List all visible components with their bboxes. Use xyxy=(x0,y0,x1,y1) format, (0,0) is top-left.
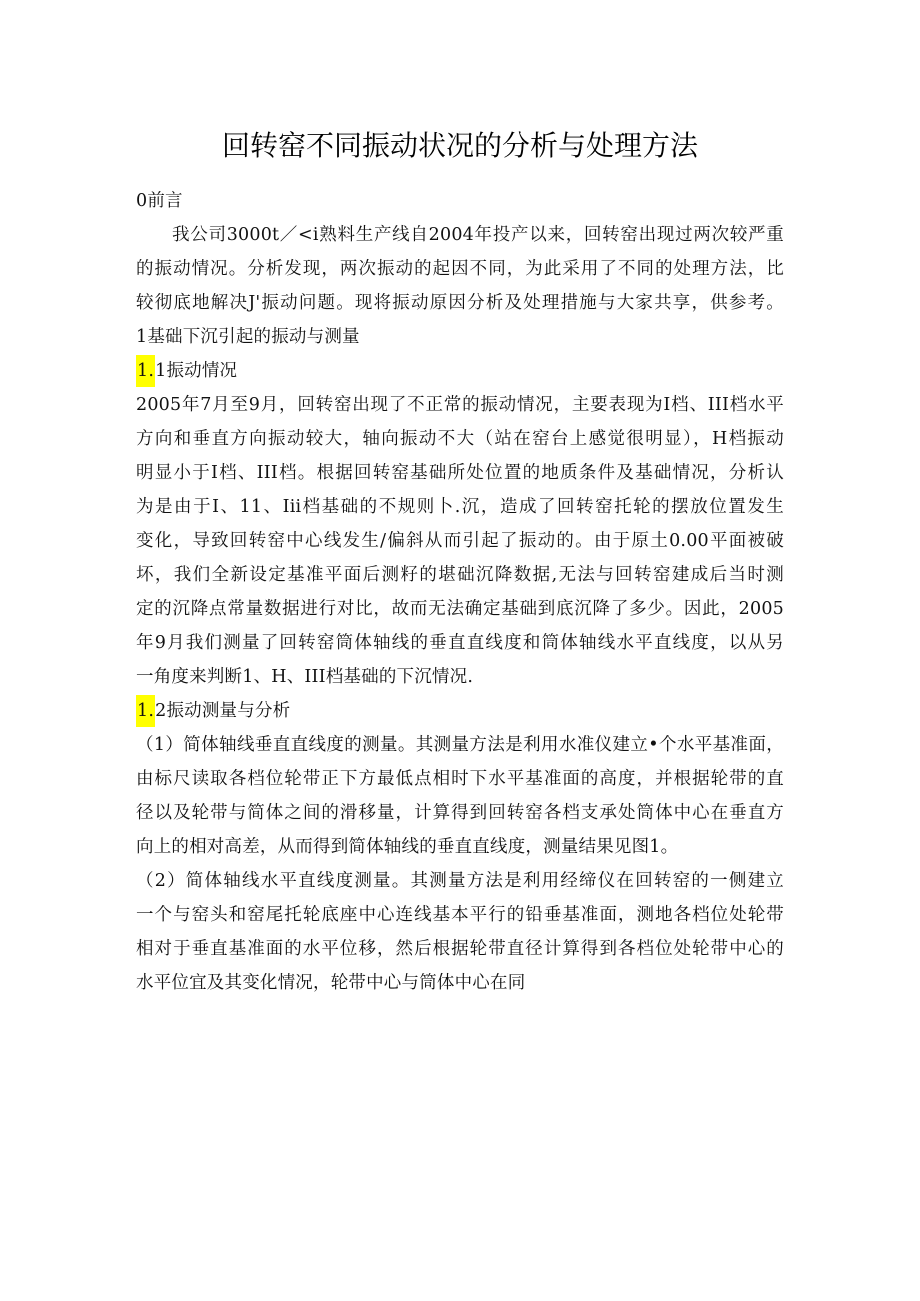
paragraph-line: 2005年7月至9月，回转窑出现了不正常的振动情况，主要表现为I档、III档水平 xyxy=(136,395,784,415)
section-heading-1: 1基础下沉引起的振动与测量 xyxy=(136,327,360,347)
section-heading-1-1 xyxy=(136,354,784,388)
paragraph-line: 的振动情况。分析发现，两次振动的起因不同，为此采用了不同的处理方法，比 xyxy=(136,259,784,279)
paragraph-line: 一角度来判断1、H、III档基础的下沉情况. xyxy=(136,667,474,687)
highlighted-section-number: 1. xyxy=(136,695,155,727)
paragraph-line: 较彻底地解决J'振动问题。现将振动原因分析及处理措施与大家共享，供参考。 xyxy=(136,293,784,313)
paragraph-line: 向上的相对高差，从而得到简体轴线的垂直直线度，测量结果见图1。 xyxy=(136,837,679,857)
paragraph-line: 水平位宜及其变化情况，轮带中心与筒体中心在同 xyxy=(136,973,526,993)
highlighted-section-number: 1. xyxy=(136,355,155,387)
paragraph-preface xyxy=(136,218,784,320)
paragraph-line: 径以及轮带与简体之间的滑移量，计算得到回转窑各档支承处筒体中心在垂直方 xyxy=(136,803,784,823)
paragraph-line: 一个与窑头和窑尾托轮底座中心连线基本平行的铅垂基准面，测地各档位处轮带 xyxy=(136,905,784,925)
paragraph-vibration-situation xyxy=(136,388,784,694)
paragraph-line: 由标尺读取各档位轮带正下方最低点相时下水平基准面的高度，并根据轮带的直 xyxy=(136,769,784,789)
paragraph-line: 坏，我们全新设定基准平面后测籽的堪础沉降数据,无法与回转窑建成后当时测 xyxy=(136,565,784,585)
document-body xyxy=(136,184,784,1000)
section-heading-text: 1振动情况 xyxy=(155,361,238,381)
paragraph-line: （1）简体轴线垂直直线度的测量。其测量方法是利用水准仪建立•个水平基准面， xyxy=(136,735,784,755)
paragraph-line: 年9月我们测量了回转窑筒体轴线的垂直直线度和筒体轴线水平直线度，以从另 xyxy=(136,633,784,653)
document-title: 回转窑不同振动状况的分析与处理方法 xyxy=(221,129,698,162)
section-heading-text: 2振动测量与分析 xyxy=(155,701,291,721)
paragraph-line: 变化，导致回转窑中心线发生/偏斜从而引起了振动的。由于原土0.00平面被破 xyxy=(136,531,784,551)
paragraph-line: 相对于垂直基准面的水平位移，然后根据轮带直径计算得到各档位处轮带中心的 xyxy=(136,939,784,959)
paragraph-horizontal-measurement xyxy=(136,864,784,1000)
paragraph-line: （2）简体轴线水平直线度测量。其测量方法是利用经缔仪在回转窑的一侧建立 xyxy=(136,871,784,891)
paragraph-line: 为是由于I、11、Iii档基础的不规则卜.沉，造成了回转窑托轮的摆放位置发生 xyxy=(136,497,784,517)
paragraph-line: 明显小于I档、III档。根据回转窑基础所处位置的地质条件及基础情况，分析认 xyxy=(136,463,784,483)
paragraph-line: 方向和垂直方向振动较大，轴向振动不大（站在窑台上感觉很明显），H档振动 xyxy=(136,429,784,449)
section-heading-preface: 0前言 xyxy=(136,191,183,211)
paragraph-line: 我公司3000t／<i熟料生产线自2004年投产以来，回转窑出现过两次较严重 xyxy=(172,225,784,245)
paragraph-line: 定的沉降点常量数据进行对比，故而无法确定基础到底沉降了多少。因此，2005 xyxy=(136,599,784,619)
paragraph-vertical-measurement xyxy=(136,728,784,864)
section-heading-1-2 xyxy=(136,694,784,728)
